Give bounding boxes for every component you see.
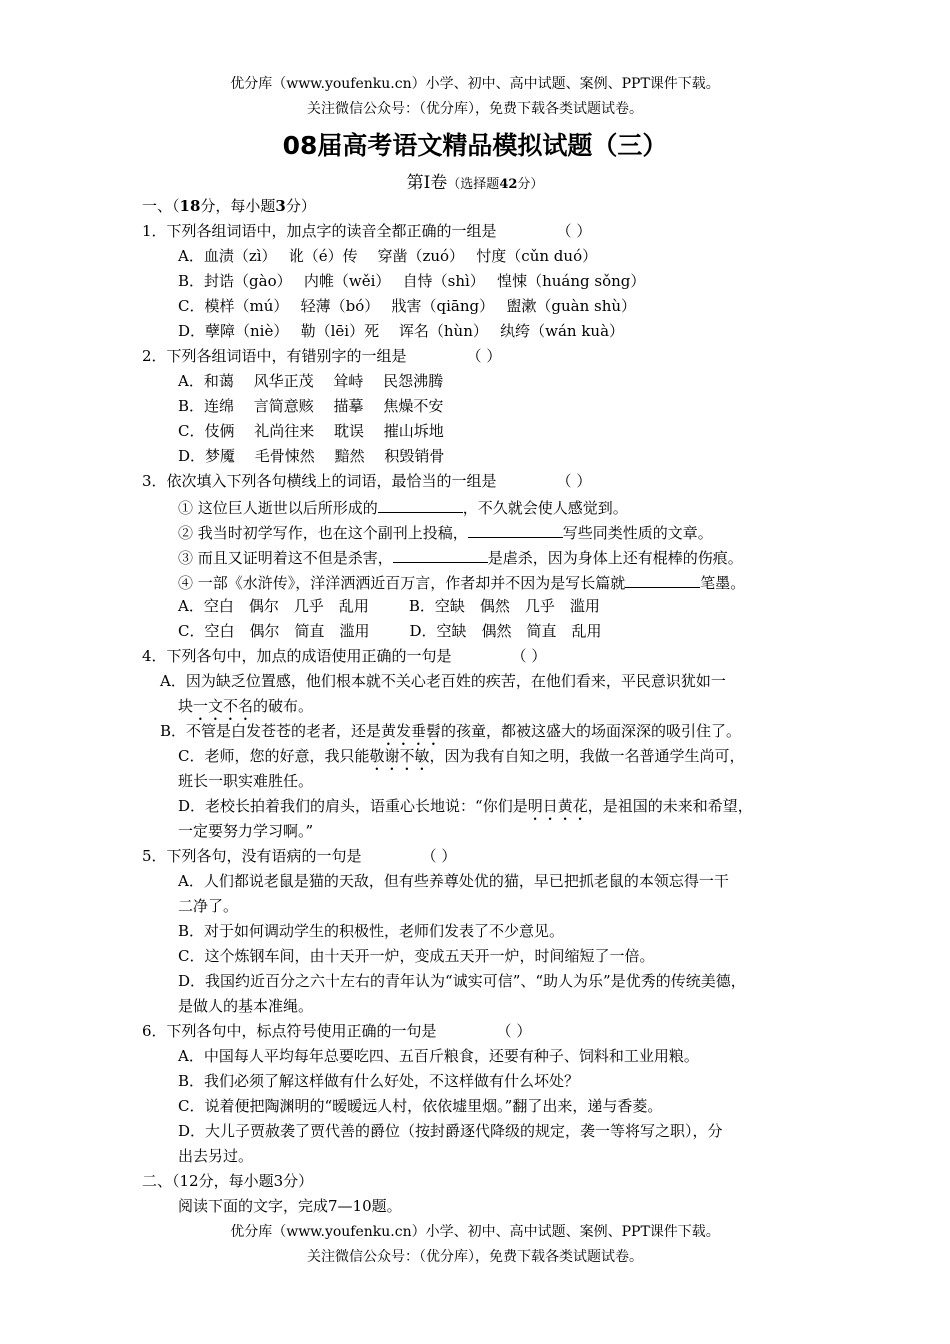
part-note: （选择题42分） xyxy=(447,177,544,192)
q6-option-a: A．中国每人平均每年总要吃四、五百斤粮食，还要有种子、饲料和工业用粮。 xyxy=(178,1047,699,1065)
header-line-2: 关注微信公众号：（优分库），免费下载各类试题试卷。 xyxy=(307,101,643,117)
q4-option-a-line-2: 块一文不名的破布。 xyxy=(178,697,314,715)
q4-option-d-line-2: 一定要努力学习啊。” xyxy=(178,822,314,840)
question-2-stem: 2．下列各组词语中，有错别字的一组是 （ ） xyxy=(142,344,822,369)
q4-option-c-line-1: C．老师，您的好意，我只能敬谢不敏，因为我有自知之明，我做一名普通学生尚可， xyxy=(178,747,745,765)
exam-content xyxy=(142,194,822,1219)
q3-option-a: A．空白 偶尔 几乎 乱用 xyxy=(178,597,369,615)
footer-line-1: 优分库（www.youfenku.cn）小学、初中、高中试题、案例、PPT课件下载。 xyxy=(230,1224,720,1240)
question-1-stem: 1．下列各组词语中，加点字的读音全都正确的一组是 （ ） xyxy=(142,219,822,244)
q6-option-b: B．我们必须了解这样做有什么好处，不这样做有什么坏处？ xyxy=(178,1072,580,1090)
question-4-stem: 4．下列各句中，加点的成语使用正确的一句是 （ ） xyxy=(142,644,822,669)
page-footer xyxy=(0,1220,950,1270)
q5-option-a-line-1: A．人们都说老鼠是猫的天敌，但有些养尊处优的猫，早已把抓老鼠的本领忘得一干 xyxy=(178,872,729,890)
q5-option-b: B．对于如何调动学生的积极性，老师们发表了不少意见。 xyxy=(178,922,565,940)
paper-part-title xyxy=(0,168,950,193)
section-2-instruction: 阅读下面的文字，完成7—10题。 xyxy=(178,1197,402,1215)
answer-bracket: （ ） xyxy=(421,847,457,865)
q4-option-b: B．不管是白发苍苍的老者，还是黄发垂髫的孩童，都被这盛大的场面深深的吸引住了。 xyxy=(160,722,742,740)
q3-option-c: C．空白 偶尔 简直 滥用 xyxy=(178,622,370,640)
q5-option-a-line-2: 二净了。 xyxy=(178,897,239,915)
q6-option-c: C．说着便把陶渊明的“暧暧远人村，依依墟里烟。”翻了出来，递与香菱。 xyxy=(178,1097,663,1115)
q4-option-a-line-1: A．因为缺乏位置感，他们根本就不关心老百姓的疾苦，在他们看来，平民意识犹如一 xyxy=(160,672,726,690)
q3-options-cd xyxy=(142,619,822,644)
answer-bracket: （ ） xyxy=(466,347,502,365)
q2-option-c: C．伎俩 礼尚往来 耽误 摧山坼地 xyxy=(178,422,444,440)
answer-bracket: （ ） xyxy=(496,1022,532,1040)
q1-option-c: C．模样（mú） 轻薄（bó） 戕害（qiāng） 盥漱（guàn shù） xyxy=(178,297,637,315)
header-line-1: 优分库（www.youfenku.cn）小学、初中、高中试题、案例、PPT课件下载。 xyxy=(230,76,720,92)
q3-sentence-1: ① 这位巨人逝世以后所形成的 ，不久就会使人感觉到。 xyxy=(142,494,822,519)
q2-option-b: B．连绵 言简意赅 描摹 焦燥不安 xyxy=(178,397,444,415)
q1-option-a: A．血渍（zì） 讹（é）传 穿凿（zuó） 忖度（cǔn duó） xyxy=(178,247,598,265)
q6-option-d-line-2: 出去另过。 xyxy=(178,1147,254,1165)
page-header xyxy=(0,72,950,122)
part-label: 第Ⅰ卷 xyxy=(406,173,448,193)
q2-option-a: A．和蔼 风华正茂 耸峙 民怨沸腾 xyxy=(178,372,444,390)
section-1-heading: 一、（18分，每小题3分） xyxy=(142,197,316,215)
q3-sentence-3: ③ 而且又证明着这不但是杀害， 是虐杀，因为身体上还有棍棒的伤痕。 xyxy=(142,544,822,569)
q2-option-d: D．梦魇 毛骨悚然 黯然 积毁销骨 xyxy=(178,447,445,465)
q3-sentence-4: ④ 一部《水浒传》，洋洋洒洒近百万言，作者却并不因为是写长篇就 笔墨。 xyxy=(142,569,822,594)
question-5-stem: 5．下列各句，没有语病的一句是 （ ） xyxy=(142,844,822,869)
q5-option-d-line-1: D．我国约近百分之六十左右的青年认为“诚实可信”、“助人为乐”是优秀的传统美德， xyxy=(178,972,746,990)
answer-bracket: （ ） xyxy=(556,472,592,490)
answer-bracket: （ ） xyxy=(556,222,592,240)
question-6-stem: 6．下列各句中，标点符号使用正确的一句是 （ ） xyxy=(142,1019,822,1044)
q1-option-b: B．封诰（gào） 内帷（wěi） 自恃（shì） 惶悚（huáng sǒng） xyxy=(178,272,646,290)
q1-option-d: D．孽障（niè） 勒（lēi）死 诨名（hùn） 纨绔（wán kuà） xyxy=(178,322,625,340)
q5-option-d-line-2: 是做人的基本准绳。 xyxy=(178,997,314,1015)
question-3-stem: 3．依次填入下列各句横线上的词语，最恰当的一组是 （ ） xyxy=(142,469,822,494)
page-title: 08届高考语文精品模拟试题（三） xyxy=(282,131,668,160)
footer-line-2: 关注微信公众号：（优分库），免费下载各类试题试卷。 xyxy=(307,1249,643,1265)
q3-options-ab xyxy=(142,594,822,619)
q5-option-c: C．这个炼钢车间，由十天开一炉，变成五天开一炉，时间缩短了一倍。 xyxy=(178,947,655,965)
q4-option-d-line-1: D．老校长拍着我们的肩头，语重心长地说：“你们是明日黄花，是祖国的未来和希望， xyxy=(178,797,753,815)
section-2-heading: 二、（12分，每小题3分） xyxy=(142,1172,314,1190)
answer-bracket: （ ） xyxy=(511,647,547,665)
q3-option-b: B．空缺 偶然 几乎 滥用 xyxy=(408,597,600,615)
q3-sentence-2: ② 我当时初学写作，也在这个副刊上投稿， 写些同类性质的文章。 xyxy=(142,519,822,544)
q6-option-d-line-1: D．大儿子贾赦袭了贾代善的爵位（按封爵逐代降级的规定，袭一等将写之职），分 xyxy=(178,1122,723,1140)
q4-option-c-line-2: 班长一职实难胜任。 xyxy=(178,772,314,790)
q3-option-d: D．空缺 偶然 简直 乱用 xyxy=(409,622,602,640)
